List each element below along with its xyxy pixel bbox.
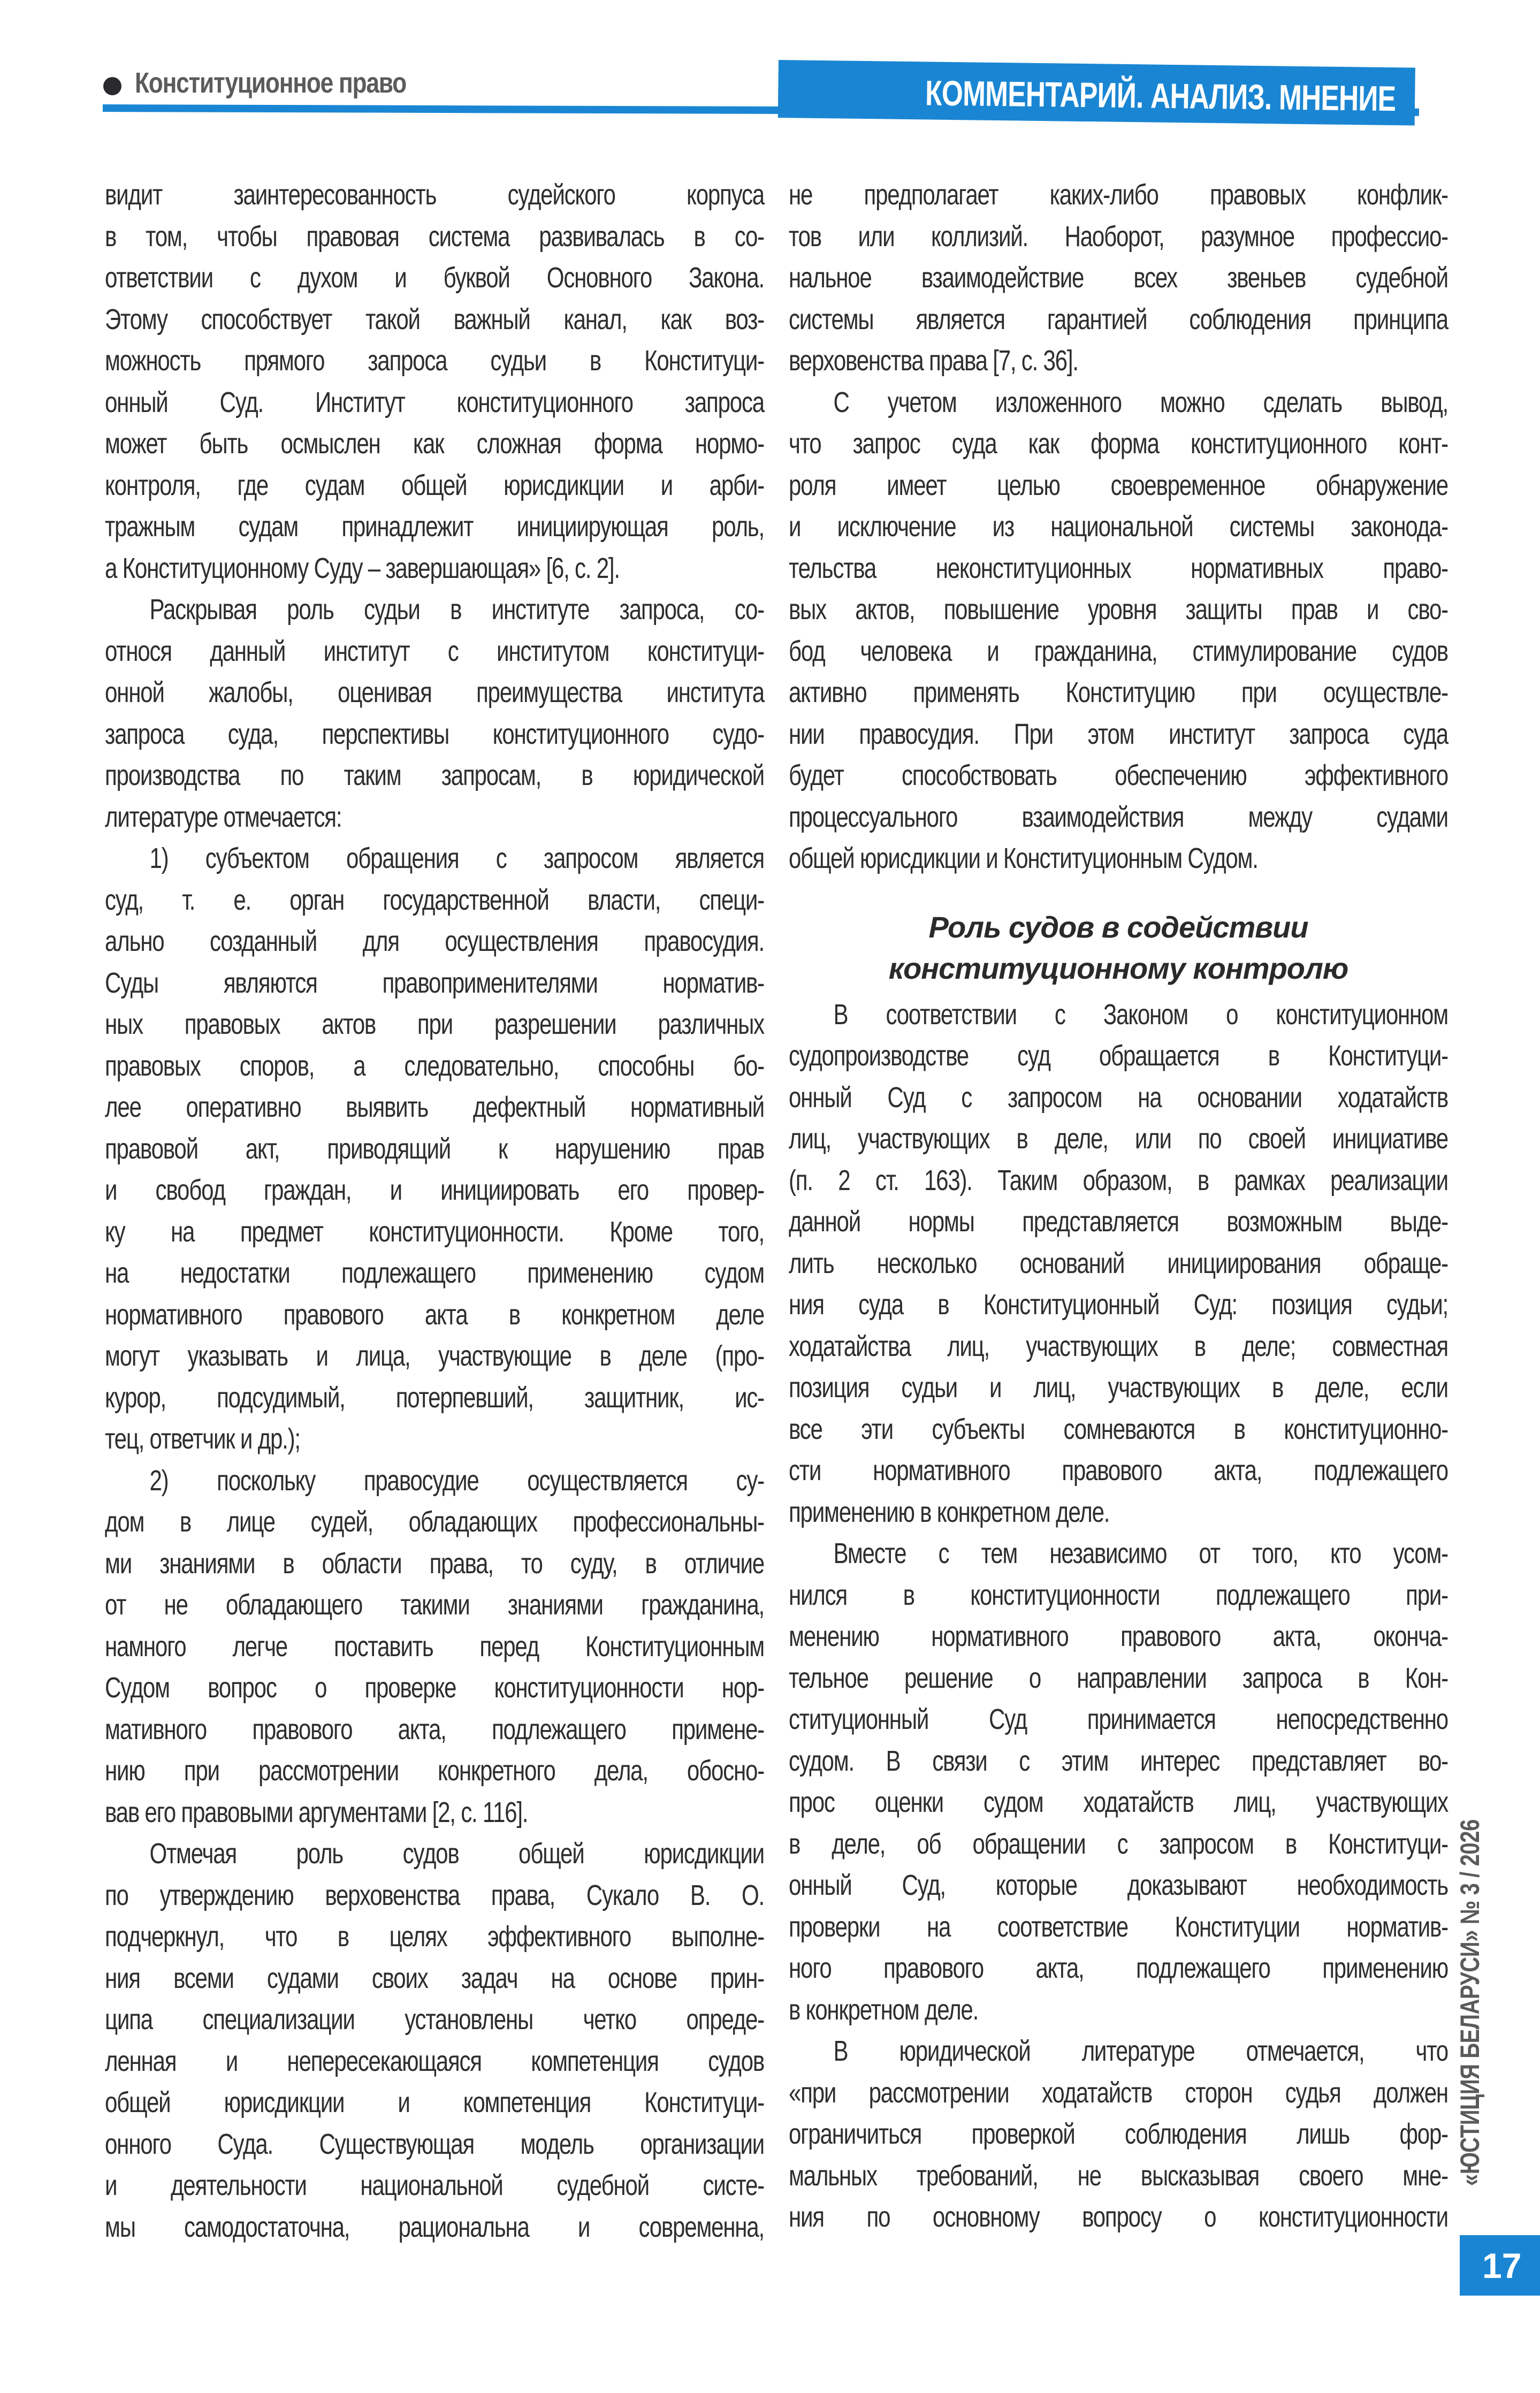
list-item-2-line: 2) поскольку правосудие осуществляется су-	[149, 1464, 764, 1497]
text-line: активно применять Конституцию при осуществле-	[789, 676, 1448, 708]
text-line: судопроизводстве суд обращается в Конституци-	[789, 1040, 1448, 1072]
text-line: мы самодостаточна, рациональна и современна,	[105, 2211, 764, 2243]
text-line: Вместе с тем независимо от того, кто усом-	[833, 1537, 1448, 1569]
text-line: системы является гарантией соблюдения принципа	[789, 303, 1448, 336]
text-line: и исключение из национальной системы законода-	[789, 510, 1448, 543]
text-line: верховенства права [7, с. 36].	[789, 345, 1078, 377]
text-line: мальных требований, не высказывая своего мне-	[789, 2159, 1448, 2192]
text-line: тов или коллизий. Наоборот, разумное профессио-	[789, 220, 1448, 253]
text-line: менению нормативного правового акта, оконча-	[789, 1620, 1448, 1652]
text-line: тец, ответчик и др.);	[105, 1423, 300, 1455]
text-line: нальное взаимодействие всех звеньев судебной	[789, 262, 1448, 294]
text-line: может быть осмыслен как сложная форма нормо-	[105, 428, 764, 460]
text-line: ответствии с духом и буквой Основного Закона.	[105, 262, 764, 294]
text-line: роля имеет целью своевременное обнаружение	[789, 469, 1448, 501]
journal-title-vertical: «ЮСТИЦИЯ БЕЛАРУСИ» № 3 / 2026	[1455, 1819, 1485, 2186]
text-line: Раскрывая роль судьи в институте запроса, со-	[149, 593, 764, 626]
text-line: ку на предмет конституционности. Кроме того,	[105, 1215, 764, 1248]
text-line: по утверждению верховенства права, Сукало В. О.	[105, 1879, 764, 1911]
text-line: в том, чтобы правовая система развивалась в со-	[105, 220, 764, 253]
text-line: видит заинтересованность судейского корпуса	[105, 179, 764, 211]
text-line: позиция судьи и лиц, участвующих в деле, если	[789, 1371, 1448, 1404]
text-line: Этому способствует такой важный канал, как воз-	[105, 303, 764, 336]
text-line: онный Суд, которые доказывают необходимость	[789, 1869, 1448, 1901]
text-line: судом. В связи с этим интерес представляет во-	[789, 1744, 1448, 1777]
text-line: тражным судам принадлежит инициирующая роль,	[105, 510, 764, 543]
text-line: намного легче поставить перед Конституционным	[105, 1630, 764, 1663]
text-line: в конкретном деле.	[789, 1993, 979, 2026]
text-line: сти нормативного правового акта, подлежащего	[789, 1454, 1448, 1487]
text-line: могут указывать и лица, участвующие в деле (про-	[105, 1340, 764, 1372]
text-line: вых актов, повышение уровня защиты прав и сво-	[789, 593, 1448, 626]
text-line: а Конституционному Суду – завершающая» [6, с. 2].	[105, 552, 620, 584]
text-line: мативного правового акта, подлежащего примене-	[105, 1713, 764, 1746]
text-line: «при рассмотрении ходатайств сторон судья должен	[789, 2076, 1448, 2109]
text-line: от не обладающего такими знаниями гражданина,	[105, 1589, 764, 1621]
text-line: онный Суд. Институт конституционного запроса	[105, 386, 764, 418]
text-line: вав его правовыми аргументами [2, с. 116].	[105, 1796, 528, 1828]
text-line: в деле, об обращении с запросом в Конституци-	[789, 1827, 1448, 1860]
text-line: С учетом изложенного можно сделать вывод,	[833, 386, 1448, 418]
text-line: нился в конституционности подлежащего при-	[789, 1579, 1448, 1611]
text-line: ных правовых актов при разрешении различных	[105, 1008, 764, 1040]
text-line: применению в конкретном деле.	[789, 1496, 1110, 1528]
text-line: литературе отмечается:	[105, 801, 342, 833]
heading-line: Роль судов в содействии	[928, 910, 1308, 944]
text-line: данной нормы представляется возможным выде-	[789, 1206, 1448, 1238]
text-line: (п. 2 ст. 163). Таким образом, в рамках реализации	[789, 1164, 1448, 1196]
page-number: 17	[1460, 2235, 1540, 2296]
spacer	[789, 989, 1448, 994]
subsection-heading	[789, 906, 1448, 989]
heading-line: конституционному контролю	[888, 951, 1348, 985]
text-line: онный Суд с запросом на основании ходатайств	[789, 1081, 1448, 1114]
left-column	[105, 174, 764, 2248]
list-item-1-line: 1) субъектом обращения с запросом является	[149, 842, 764, 874]
text-line: производства по таким запросам, в юридической	[105, 759, 764, 791]
text-line: В юридической литературе отмечается, что	[833, 2035, 1448, 2067]
text-line: Суды являются правоприменителями норматив-	[105, 966, 764, 999]
spacer	[789, 880, 1448, 906]
rubric-title: КОММЕНТАРИЙ. АНАЛИЗ. МНЕНИЕ	[925, 73, 1396, 119]
text-line: процессуального взаимодействия между судами	[789, 801, 1448, 833]
text-line: ния всеми судами своих задач на основе прин-	[105, 1962, 764, 1994]
text-line: и деятельности национальной судебной систе-	[105, 2169, 764, 2201]
text-line: онного Суда. Существующая модель организации	[105, 2128, 764, 2160]
text-line: В соответствии с Законом о конституционном	[833, 998, 1448, 1031]
text-line: ленная и непересекающаяся компетенция судов	[105, 2045, 764, 2077]
text-line: лиц, участвующих в деле, или по своей инициативе	[789, 1123, 1448, 1155]
text-line: не предполагает каких-либо правовых конфлик-	[789, 179, 1448, 211]
text-line: тельства неконституционных нормативных право-	[789, 552, 1448, 584]
text-line: что запрос суда как форма конституционного конт-	[789, 428, 1448, 460]
text-line: суд, т. е. орган государственной власти, специ-	[105, 883, 764, 916]
text-line: общей юрисдикции и компетенция Конституци-	[105, 2086, 764, 2118]
text-line: дом в лице судей, обладающих профессиональны-	[105, 1506, 764, 1538]
text-line: все эти субъекты сомневаются в конституционно-	[789, 1413, 1448, 1445]
text-line: нию при рассмотрении конкретного дела, обосно-	[105, 1755, 764, 1787]
text-line: онной жалобы, оценивая преимущества института	[105, 676, 764, 708]
text-line: Судом вопрос о проверке конституционности нор-	[105, 1672, 764, 1704]
text-line: ми знаниями в области права, то суду, в отличие	[105, 1547, 764, 1580]
text-line: ограничиться проверкой соблюдения лишь фор-	[789, 2118, 1448, 2150]
text-line: проверки на соответствие Конституции норматив-	[789, 1910, 1448, 1943]
text-line: ния по основному вопросу о конституционности	[789, 2201, 1448, 2233]
text-line: ния суда в Конституционный Суд: позиция судьи;	[789, 1289, 1448, 1321]
section-title: Конституционное право	[135, 67, 407, 99]
text-line: подчеркнул, что в целях эффективного выполне-	[105, 1921, 764, 1953]
text-line: нормативного правового акта в конкретном деле	[105, 1298, 764, 1331]
text-line: прос оценки судом ходатайств лиц, участвующих	[789, 1786, 1448, 1818]
text-line: ституционный Суд принимается непосредственно	[789, 1703, 1448, 1735]
text-line: бод человека и гражданина, стимулирование судов	[789, 635, 1448, 667]
text-line: можность прямого запроса судьи в Конституци-	[105, 345, 764, 377]
right-column	[789, 174, 1448, 2238]
text-line: запроса суда, перспективы конституционного судо-	[105, 718, 764, 750]
text-line: относя данный институт с институтом конституци-	[105, 635, 764, 667]
text-line: ного правового акта, подлежащего применению	[789, 1952, 1448, 1984]
section-bullet-icon	[103, 77, 121, 95]
text-line: и свобод граждан, и инициировать его провер-	[105, 1174, 764, 1206]
text-line: ально созданный для осуществления правосудия.	[105, 925, 764, 957]
text-line: на недостатки подлежащего применению судом	[105, 1257, 764, 1289]
text-line: контроля, где судам общей юрисдикции и арби-	[105, 469, 764, 501]
text-line: правовых споров, а следовательно, способны бо-	[105, 1049, 764, 1082]
text-line: лить несколько оснований инициирования обраще-	[789, 1247, 1448, 1279]
text-line: нии правосудия. При этом институт запроса суда	[789, 718, 1448, 750]
text-line: тельное решение о направлении запроса в Кон-	[789, 1662, 1448, 1694]
text-line: правовой акт, приводящий к нарушению прав	[105, 1132, 764, 1165]
rubric-banner	[778, 60, 1415, 126]
text-line: ципа специализации установлены четко опреде-	[105, 2003, 764, 2036]
text-line: Отмечая роль судов общей юрисдикции	[149, 1838, 764, 1870]
text-line: курор, подсудимый, потерпевший, защитник, ис-	[105, 1381, 764, 1414]
text-line: лее оперативно выявить дефектный нормативный	[105, 1091, 764, 1123]
text-line: общей юрисдикции и Конституционным Судом.	[789, 842, 1258, 874]
text-line: будет способствовать обеспечению эффективного	[789, 759, 1448, 791]
text-line: ходатайства лиц, участвующих в деле; совместная	[789, 1330, 1448, 1362]
